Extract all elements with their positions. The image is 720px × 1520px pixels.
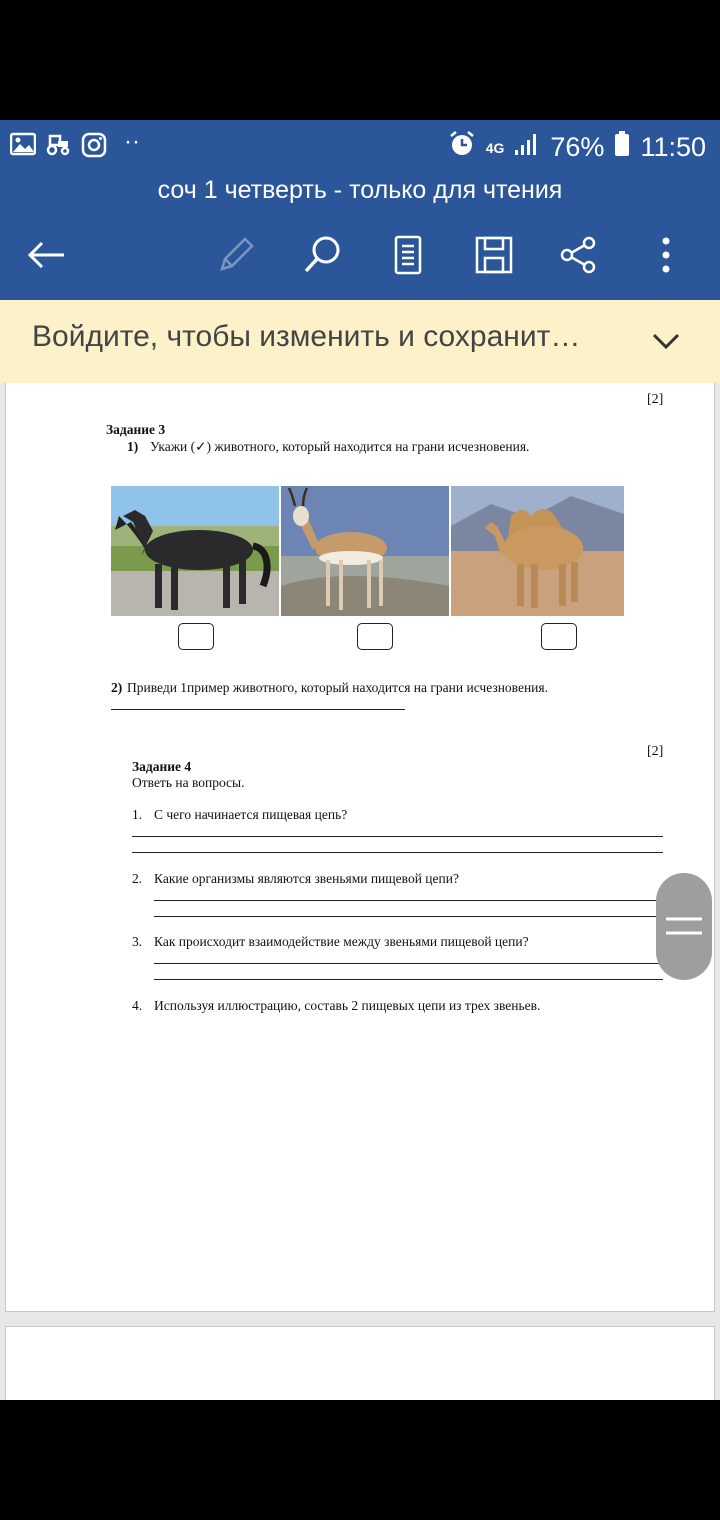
battery-icon	[614, 131, 630, 164]
answer-line	[111, 709, 405, 710]
navigation-bar-area	[0, 1400, 720, 1520]
back-button[interactable]	[19, 228, 73, 282]
task4-heading: Задание 4	[132, 759, 192, 774]
answer-line	[154, 963, 663, 964]
task3-q1-text: Укажи (✓) животного, который находится на грани исчезновения.	[150, 439, 530, 454]
search-button[interactable]	[295, 228, 349, 282]
battery-percent: 76%	[550, 132, 605, 162]
question-3-number: 3.	[132, 934, 143, 949]
sign-in-banner[interactable]	[0, 300, 720, 383]
scroll-handle[interactable]	[656, 873, 712, 980]
share-button[interactable]	[552, 228, 606, 282]
edit-button[interactable]	[209, 228, 263, 282]
task4-score: [2]	[647, 744, 664, 759]
answer-line	[132, 836, 663, 837]
gazelle-image	[281, 486, 449, 616]
document-page-next	[5, 1326, 715, 1400]
task3-heading: Задание 3	[106, 422, 166, 437]
more-options-button[interactable]	[639, 228, 693, 282]
answer-line	[132, 852, 663, 853]
save-button[interactable]	[467, 228, 521, 282]
drag-handle-icon	[656, 873, 712, 980]
reading-mode-icon	[393, 235, 423, 275]
banner-text: Войдите, чтобы изменить и сохранит…	[32, 320, 581, 353]
question-3-text: Как происходит взаимодействие между звеньями пищевой цепи?	[154, 934, 529, 949]
horse-image	[111, 486, 279, 616]
back-arrow-icon	[26, 240, 66, 270]
alarm-icon	[448, 130, 476, 165]
question-1-number: 1.	[132, 807, 143, 822]
reading-mode-button[interactable]	[381, 228, 435, 282]
camel-checkbox[interactable]	[541, 623, 577, 650]
edit-pencil-icon	[216, 235, 256, 275]
question-1-text: С чего начинается пищевая цепь?	[154, 807, 348, 822]
gallery-icon	[10, 132, 36, 161]
more-vert-icon	[659, 235, 673, 275]
search-icon	[302, 235, 342, 275]
task3-q2-number: 2)	[111, 680, 123, 695]
task3-score: [2]	[647, 392, 664, 407]
status-bar	[0, 120, 720, 172]
document-title: соч 1 четверть - только для чтения	[157, 176, 563, 204]
share-icon	[559, 235, 599, 275]
question-4-number: 4.	[132, 998, 143, 1013]
camel-image	[451, 486, 624, 616]
task4-intro: Ответь на вопросы.	[132, 775, 245, 790]
answer-line	[154, 916, 663, 917]
instagram-icon	[81, 132, 107, 163]
chevron-down-icon[interactable]	[648, 326, 684, 361]
gazelle-checkbox[interactable]	[357, 623, 393, 650]
question-4-text: Используя иллюстрацию, составь 2 пищевых цепи из трех звеньев.	[154, 998, 541, 1013]
task3-q1-number: 1)	[127, 439, 139, 454]
question-2-number: 2.	[132, 871, 143, 886]
network-type: 4G	[485, 139, 505, 156]
more-dots-icon: ··	[124, 128, 140, 155]
horse-checkbox[interactable]	[178, 623, 214, 650]
answer-line	[154, 979, 663, 980]
save-icon	[474, 235, 514, 275]
question-2-text: Какие организмы являются звеньями пищевой цепи?	[154, 871, 459, 886]
task3-q2-text: Приведи 1пример животного, который находится на грани исчезновения.	[127, 680, 548, 695]
clock: 11:50	[640, 132, 706, 162]
signal-icon	[514, 132, 540, 163]
tractor-icon	[44, 132, 72, 161]
answer-line	[154, 900, 663, 901]
